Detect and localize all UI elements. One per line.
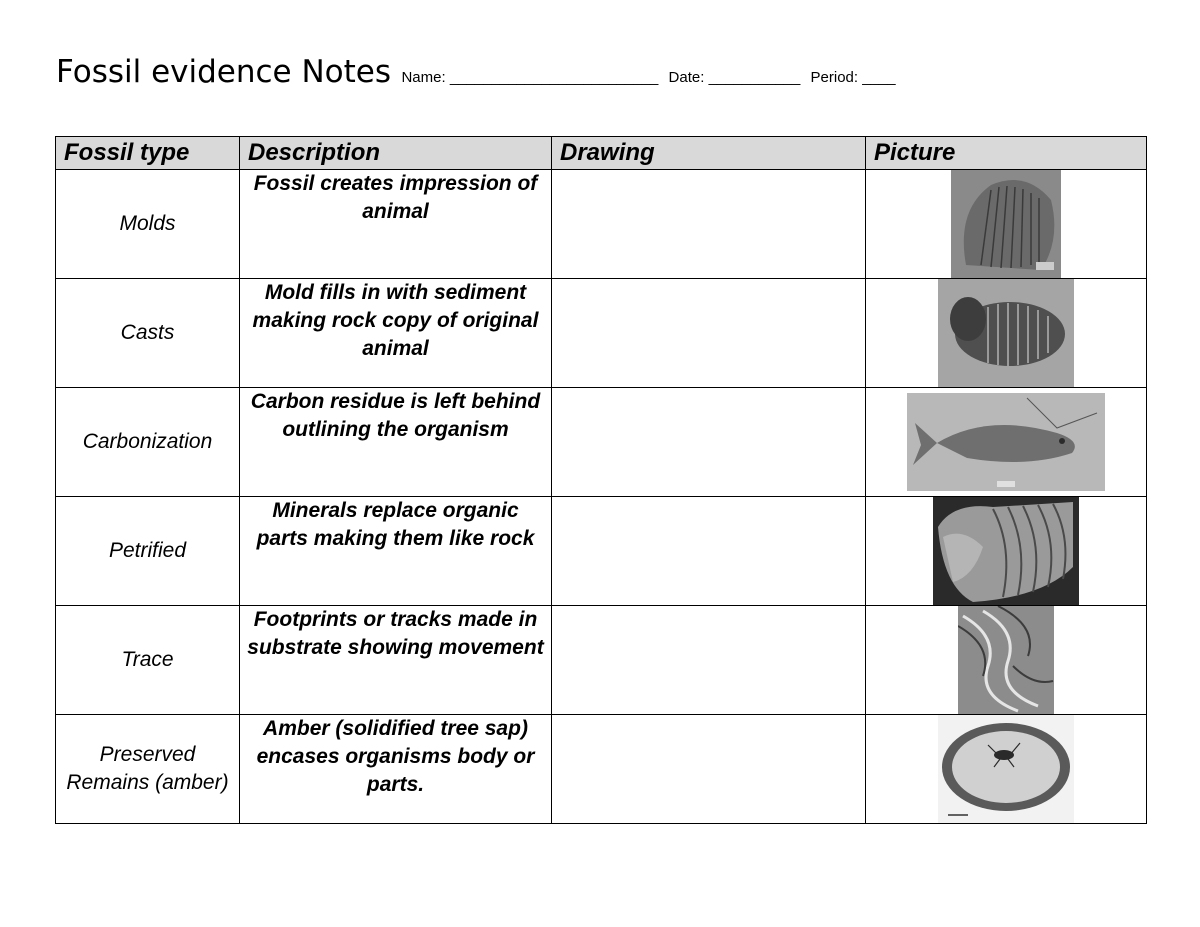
page-header xyxy=(56,54,902,90)
petrified-wood-image xyxy=(933,497,1079,605)
page-title: Fossil evidence Notes xyxy=(56,54,392,90)
description-cell: Carbon residue is left behind outlining the organism xyxy=(240,388,552,497)
trace-fossil-tracks-image xyxy=(958,606,1054,714)
table-row xyxy=(56,170,1147,279)
drawing-cell[interactable] xyxy=(552,606,866,715)
table-header-row xyxy=(56,137,1147,170)
drawing-cell[interactable] xyxy=(552,497,866,606)
table-row xyxy=(56,279,1147,388)
description-cell: Mold fills in with sediment making rock copy of original animal xyxy=(240,279,552,388)
insect-in-amber-image xyxy=(938,715,1074,823)
trilobite-cast-image xyxy=(938,279,1074,387)
student-info xyxy=(401,69,901,86)
name-field[interactable]: Name: _________________________ xyxy=(401,69,659,86)
description-cell: Amber (solidified tree sap) encases organisms body or parts. xyxy=(240,715,552,824)
picture-cell xyxy=(866,715,1147,824)
mold-fossil-shell-image xyxy=(951,170,1061,278)
fossil-type-cell: Carbonization xyxy=(56,388,240,497)
table-row xyxy=(56,715,1147,824)
description-cell: Footprints or tracks made in substrate showing movement xyxy=(240,606,552,715)
drawing-cell[interactable] xyxy=(552,715,866,824)
drawing-cell[interactable] xyxy=(552,170,866,279)
table-row xyxy=(56,606,1147,715)
table-row xyxy=(56,497,1147,606)
picture-cell xyxy=(866,279,1147,388)
fossil-type-cell: Molds xyxy=(56,170,240,279)
column-header-picture: Picture xyxy=(866,137,1147,170)
fossil-type-cell: Preserved Remains (amber) xyxy=(56,715,240,824)
description-cell: Fossil creates impression of animal xyxy=(240,170,552,279)
carbonized-fish-image xyxy=(907,393,1105,491)
picture-cell xyxy=(866,497,1147,606)
fossil-type-cell: Petrified xyxy=(56,497,240,606)
picture-cell xyxy=(866,606,1147,715)
fossil-type-cell: Trace xyxy=(56,606,240,715)
column-header-fossil-type: Fossil type xyxy=(56,137,240,170)
drawing-cell[interactable] xyxy=(552,279,866,388)
picture-cell xyxy=(866,170,1147,279)
description-cell: Minerals replace organic parts making them like rock xyxy=(240,497,552,606)
picture-cell xyxy=(866,388,1147,497)
date-field[interactable]: Date: ___________ xyxy=(668,69,801,86)
table-row xyxy=(56,388,1147,497)
drawing-cell[interactable] xyxy=(552,388,866,497)
period-field[interactable]: Period: ____ xyxy=(810,69,896,86)
column-header-drawing: Drawing xyxy=(552,137,866,170)
fossil-notes-table xyxy=(55,136,1147,824)
column-header-description: Description xyxy=(240,137,552,170)
fossil-type-cell: Casts xyxy=(56,279,240,388)
